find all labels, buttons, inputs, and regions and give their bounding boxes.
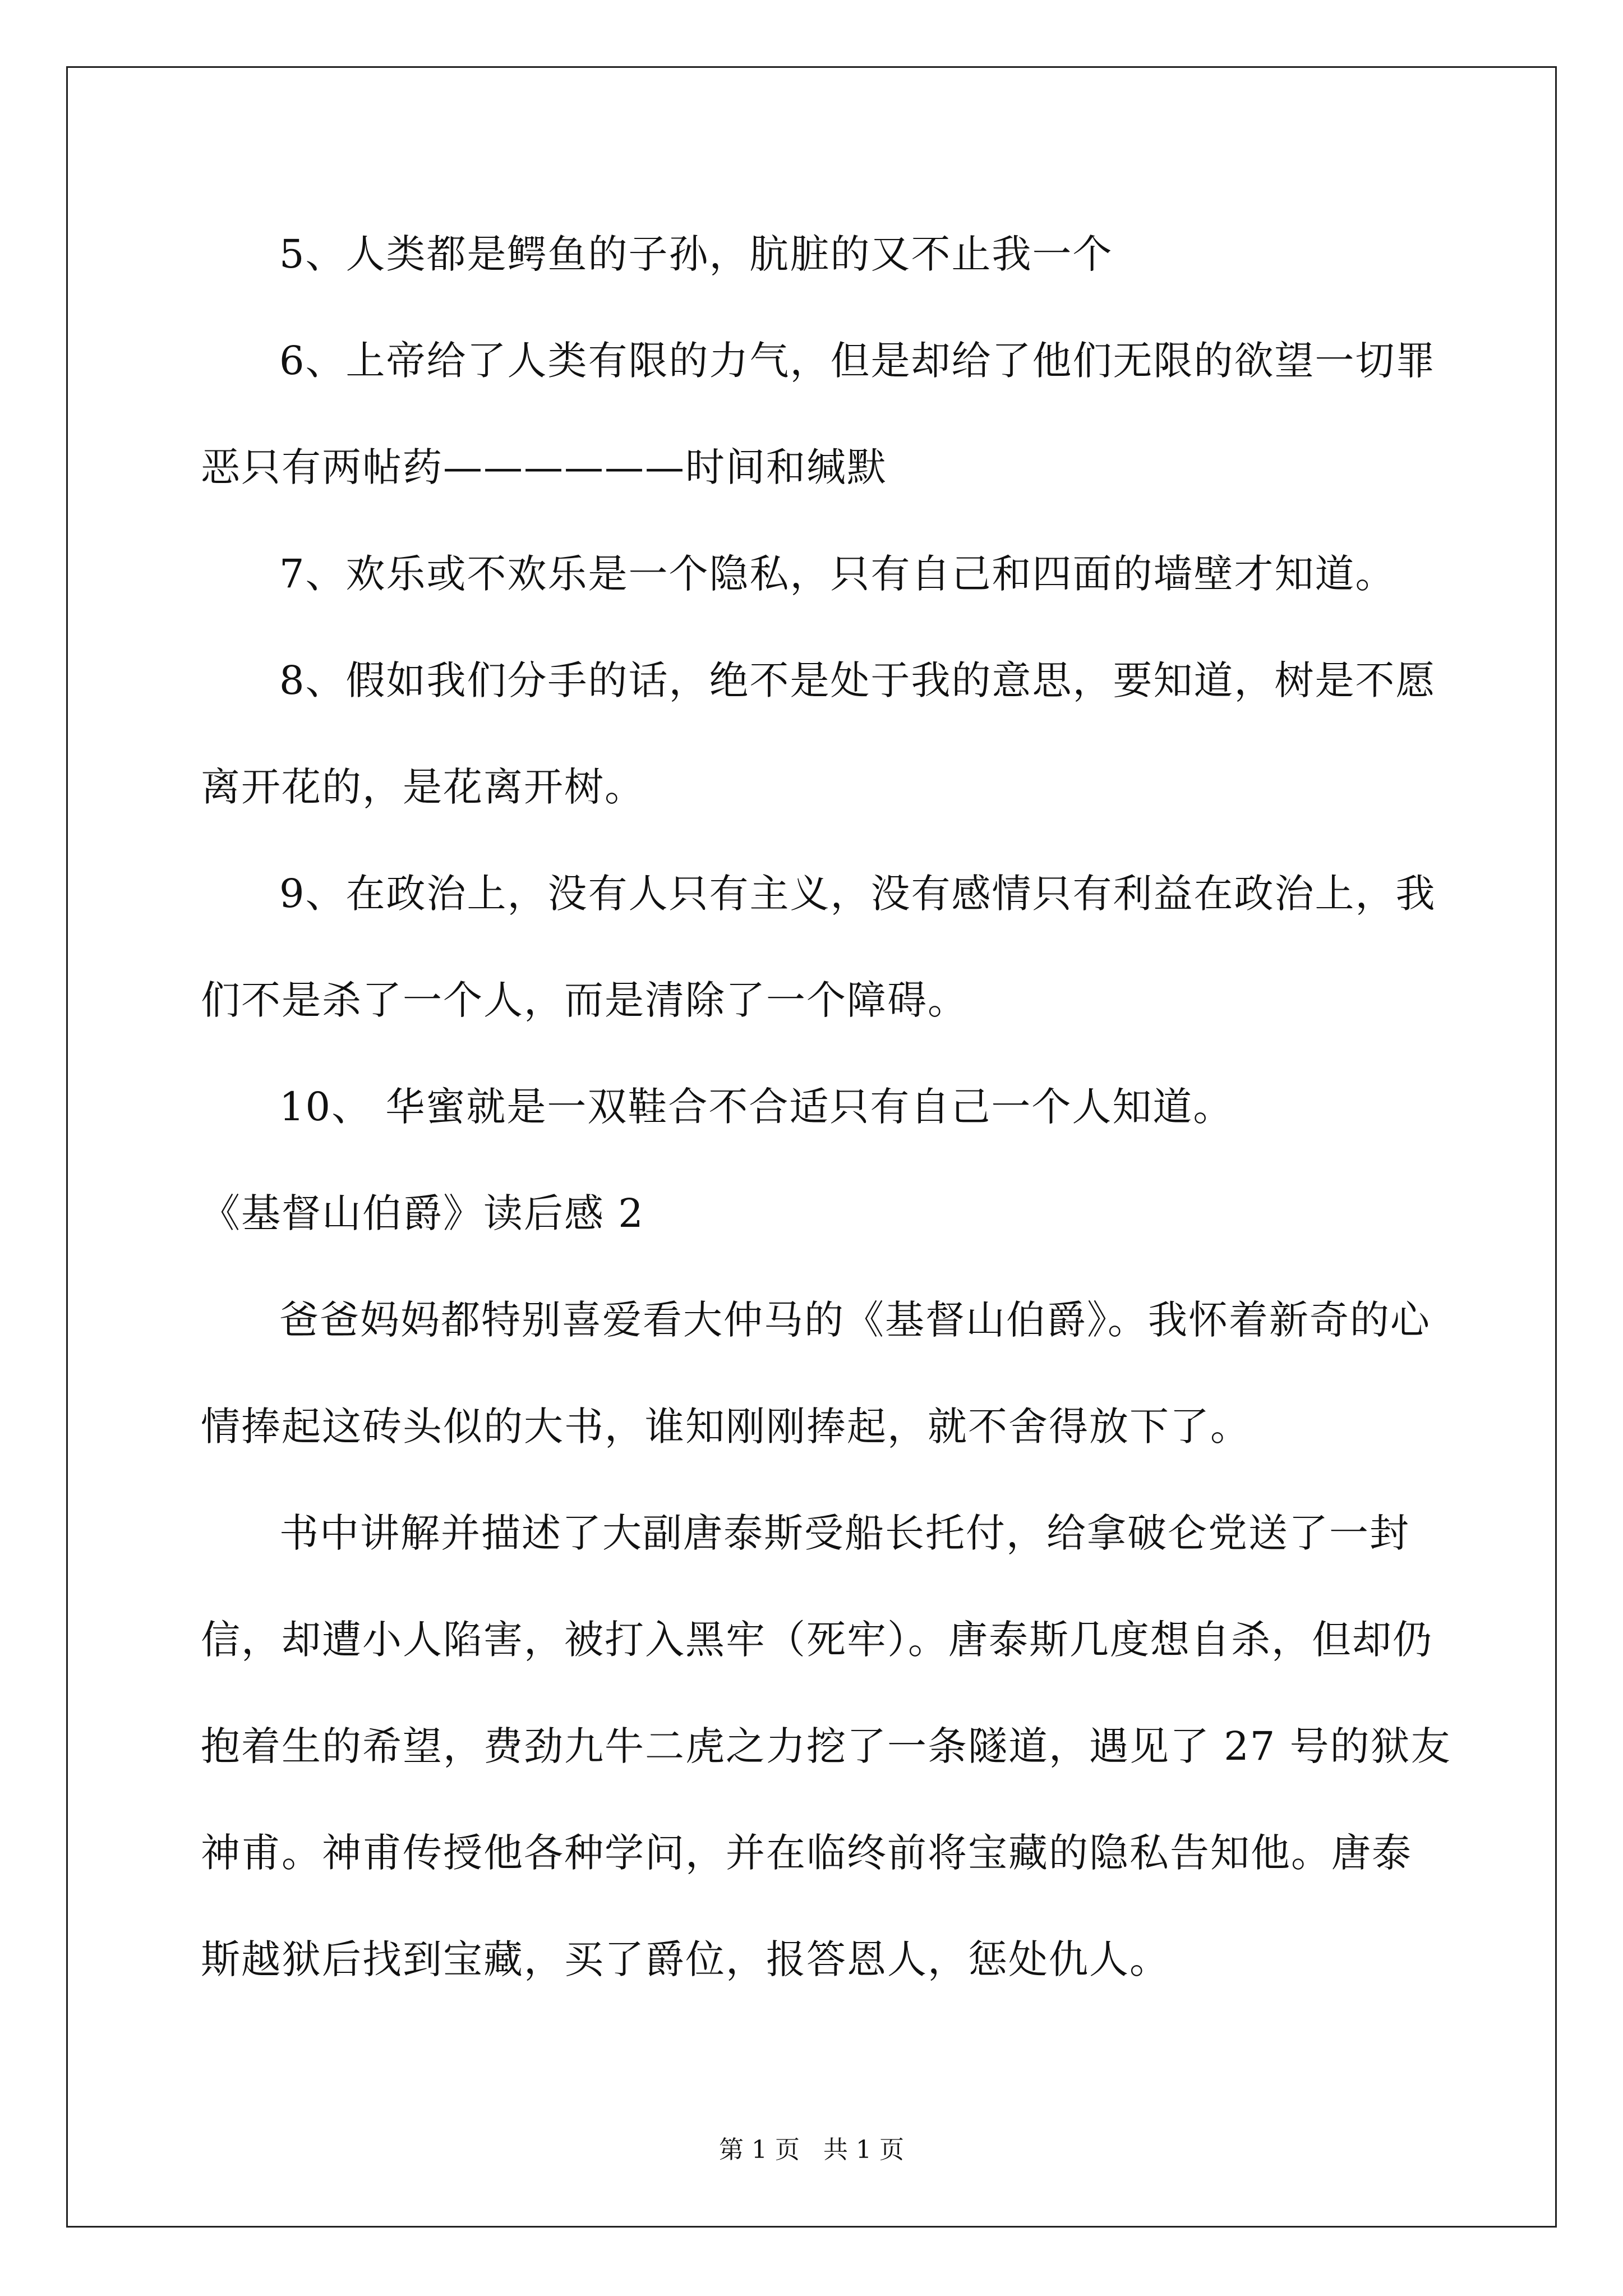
text-line: 书中讲解并描述了大副唐泰斯受船长托付，给拿破仑党送了一封	[279, 1510, 1410, 1556]
text-line: 信，却遭小人陷害，被打入黑牢（死牢）。唐泰斯几度想自杀，但却仍	[201, 1617, 1433, 1663]
text-line: 们不是杀了一个人，而是清除了一个障碍。	[201, 977, 968, 1023]
text-line: 5、人类都是鳄鱼的子孙，肮脏的又不止我一个	[279, 231, 1113, 277]
page-border	[66, 66, 1557, 2228]
text-line: 恶只有两帖药——————时间和缄默	[201, 444, 887, 490]
text-line: 情捧起这砖头似的大书，谁知刚刚捧起，就不舍得放下了。	[201, 1404, 1251, 1450]
text-line: 10、 华蜜就是一双鞋合不合适只有自己一个人知道。	[279, 1084, 1234, 1130]
text-line: 8、假如我们分手的话，绝不是处于我的意思，要知道，树是不愿	[279, 657, 1436, 703]
text-line: 7、欢乐或不欢乐是一个隐私，只有自己和四面的墙壁才知道。	[279, 551, 1396, 597]
section-heading: 《基督山伯爵》读后感 2	[201, 1190, 644, 1236]
text-line: 神甫。神甫传授他各种学问，并在临终前将宝藏的隐私告知他。唐泰	[201, 1830, 1412, 1876]
page-total: 共 1 页	[823, 2136, 904, 2164]
text-line: 抱着生的希望，费劲九牛二虎之力挖了一条隧道，遇见了 27 号的狱友	[201, 1723, 1451, 1769]
text-line: 离开花的，是花离开树。	[201, 764, 645, 810]
text-line: 爸爸妈妈都特别喜爱看大仲马的《基督山伯爵》。我怀着新奇的心	[279, 1297, 1431, 1343]
page-number: 第 1 页	[719, 2136, 800, 2164]
page-footer	[0, 2133, 1623, 2167]
text-line: 斯越狱后找到宝藏，买了爵位，报答恩人，惩处仇人。	[201, 1936, 1170, 1982]
text-line: 9、在政治上，没有人只有主义，没有感情只有利益在政治上，我	[279, 871, 1436, 917]
text-line: 6、上帝给了人类有限的力气，但是却给了他们无限的欲望一切罪	[279, 338, 1436, 384]
